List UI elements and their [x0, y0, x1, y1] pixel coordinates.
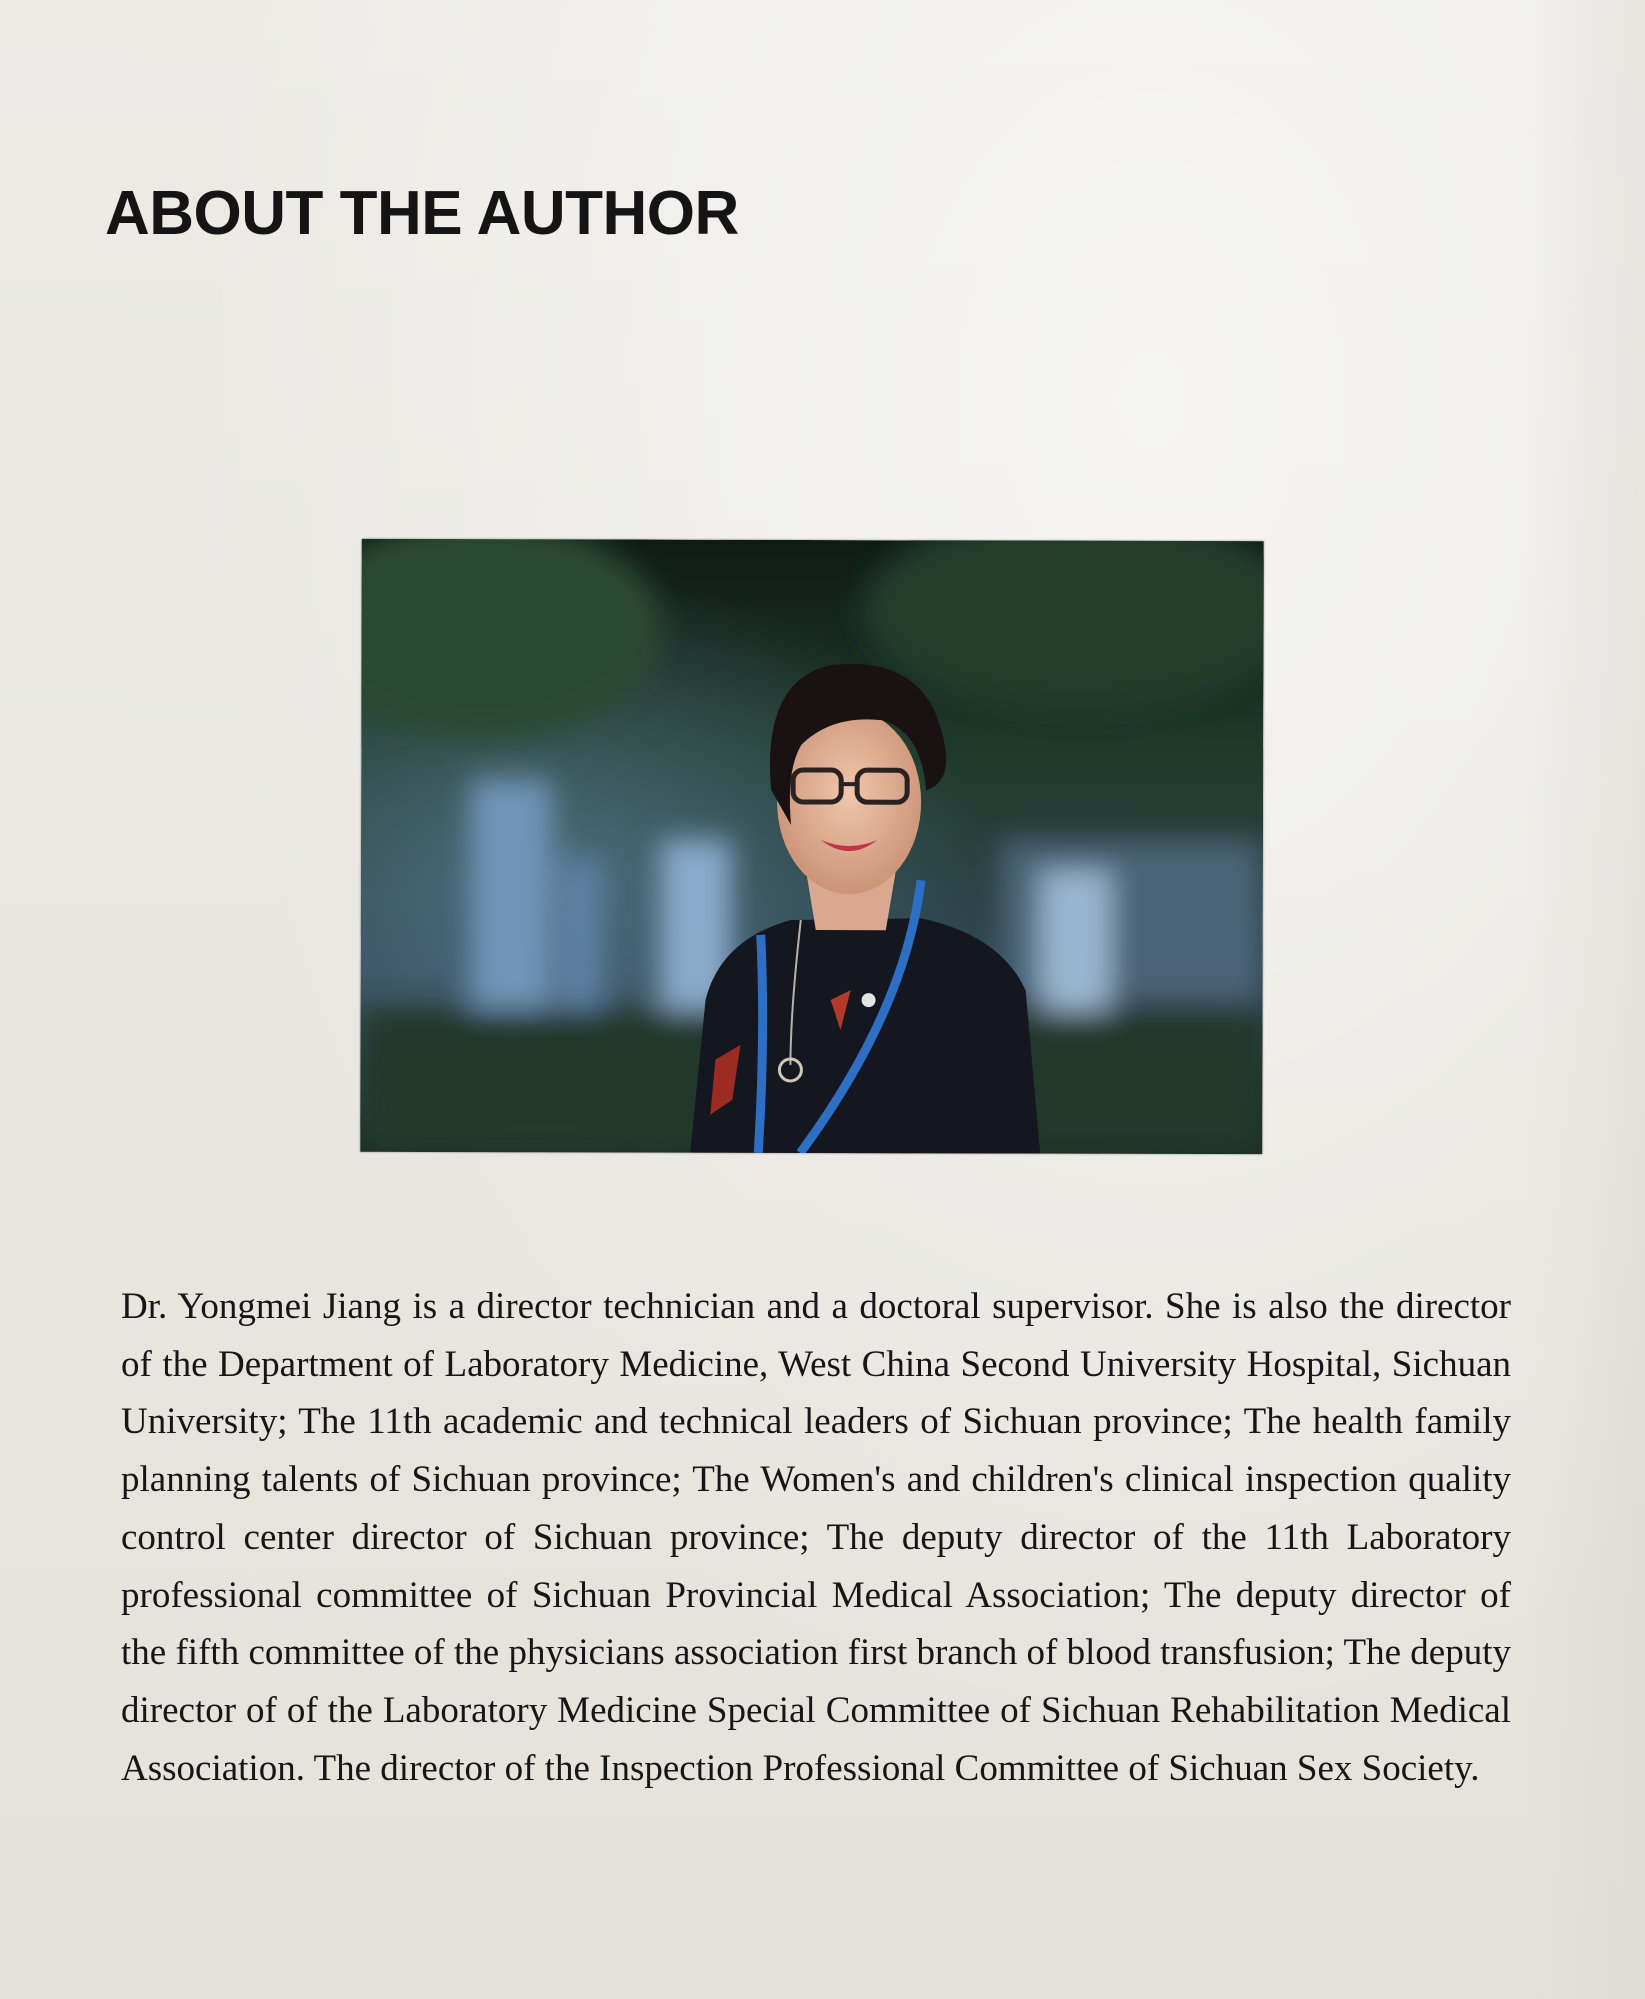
author-photo [360, 539, 1264, 1154]
author-portrait-image [360, 539, 1264, 1154]
page-title: ABOUT THE AUTHOR [105, 179, 739, 248]
author-biography: Dr. Yongmei Jiang is a director technician and a doctoral supervisor. She is also the director of the Department of Laboratory Medicine, West China Second University Hospital, Sichuan University; The 11th academic and technical leaders of Sichuan province; The health family planning talents of Sichuan province; The Women's and children's clinical inspection quality control center director of Sichuan province; The deputy director of the 11th Laboratory professional committee of Sichuan Provincial Medical Association; The deputy director of the fifth committee of the physicians association first branch of blood transfusion; The deputy director of of the Laboratory Medicine Special Committee of Sichuan Rehabilitation Medical Association. The director of the Inspection Professional Committee of Sichuan Sex Society. [121, 1286, 1511, 1789]
